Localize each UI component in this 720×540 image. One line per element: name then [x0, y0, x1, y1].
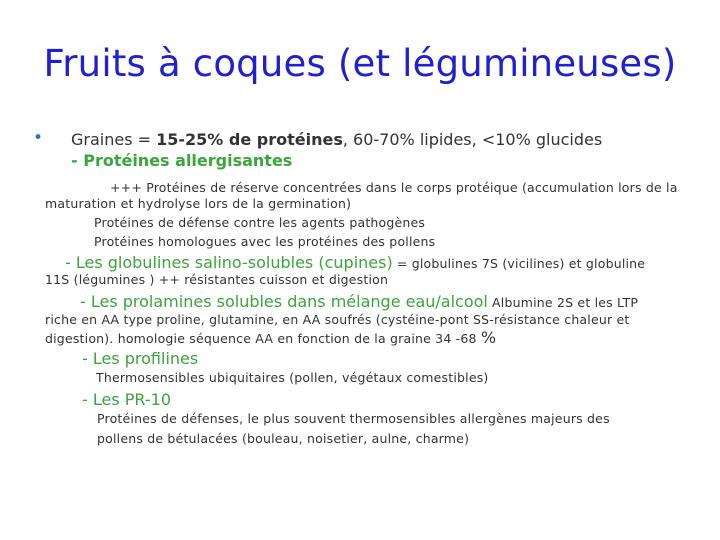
prolamines-line-1 — [80, 292, 638, 311]
prolamines-line-3a: digestion). homologie séquence AA en fonction de la graine 34 -68 — [45, 331, 481, 346]
prolamines-line-2: riche en AA type proline, glutamine, en AA soufrés (cystéine-pont SS-résistance chaleur et — [45, 312, 630, 327]
globulines-line-1 — [65, 253, 645, 272]
bullet-line-2: - Protéines allergisantes — [71, 151, 293, 170]
bullet-line-1-b: 15-25% de protéines — [156, 130, 343, 149]
slide-title: Fruits à coques (et légumineuses) — [43, 42, 677, 85]
pr10-line-3: pollens de bétulacées (bouleau, noisetier, aulne, charme) — [97, 431, 470, 446]
reserve-line-4: Protéines homologues avec les protéines des pollens — [94, 234, 436, 249]
prolamines-line-3 — [45, 328, 496, 347]
profilines-head: - Les profilines — [82, 349, 199, 368]
prolamines-tail: Albumine 2S et les LTP — [487, 295, 639, 310]
globulines-line-2: 11S (légumines ) ++ résistantes cuisson et digestion — [45, 272, 389, 287]
globulines-tail: = globulines 7S (vicilines) et globuline — [392, 256, 646, 271]
prolamines-percent: % — [480, 328, 497, 347]
reserve-line-1: +++ Protéines de réserve concentrées dans le corps protéique (accumulation lors de la — [110, 180, 678, 195]
globulines-head: - Les globulines salino-solubles (cupines) — [65, 253, 393, 272]
bullet-line-1-a: Graines = — [71, 130, 157, 149]
prolamines-head: - Les prolamines solubles dans mélange eau/alcool — [80, 292, 488, 311]
bullet-line-1 — [71, 130, 602, 149]
pr10-line-2: Protéines de défenses, le plus souvent thermosensibles allergènes majeurs des — [97, 411, 610, 426]
reserve-line-3: Protéines de défense contre les agents pathogènes — [94, 215, 426, 230]
pr10-head: - Les PR-10 — [82, 390, 172, 409]
bullet-line-1-c: , 60-70% lipides, <10% glucides — [342, 130, 603, 149]
reserve-line-2: maturation et hydrolyse lors de la germination) — [45, 196, 352, 211]
profilines-line-2: Thermosensibles ubiquitaires (pollen, végétaux comestibles) — [96, 370, 489, 385]
bullet-marker: • — [33, 128, 44, 148]
